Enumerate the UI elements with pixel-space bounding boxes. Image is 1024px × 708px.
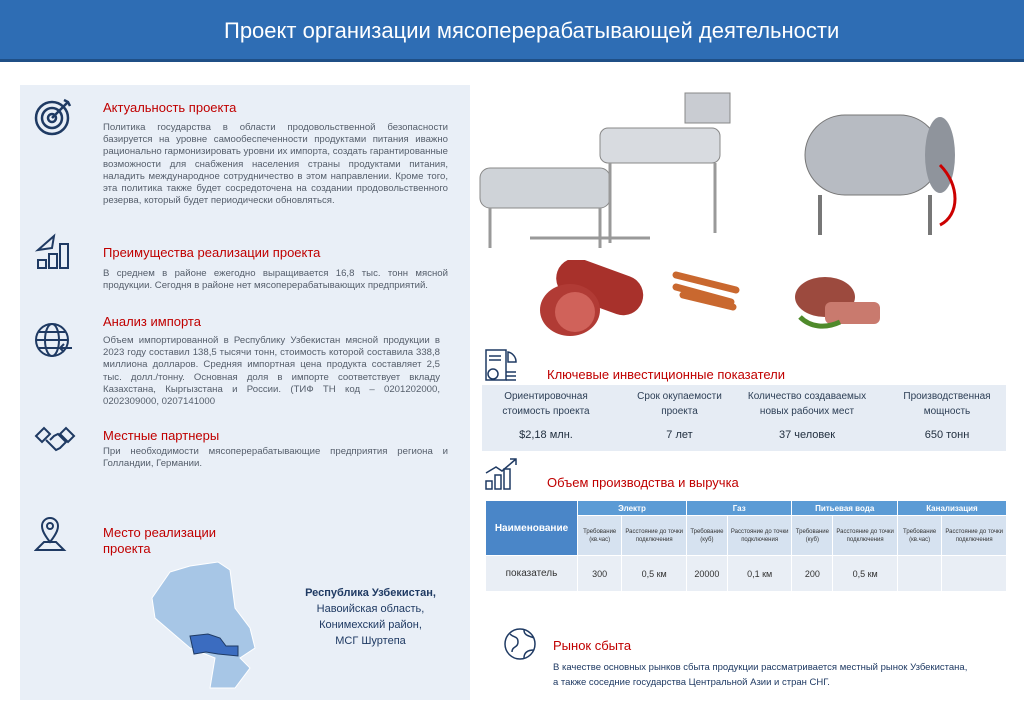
map-pin-icon — [34, 516, 76, 558]
advantages-text: В среднем в районе ежегодно выращивается 16,8 тыс. тонн мясной продукции. Сегодня в районе нет мясоперерабатывающих предприятий. — [103, 268, 448, 292]
processing-line-image — [470, 88, 770, 258]
sub-header: Расстояние до точки подключения — [622, 516, 687, 556]
partners-heading: Местные партнеры — [103, 428, 220, 443]
sub-header: Требование (куб) — [792, 516, 833, 556]
kpi-panel — [482, 385, 1006, 451]
sub-header: Требование (кв.час) — [897, 516, 941, 556]
kpi-heading: Ключевые инвестиционные показатели — [547, 367, 786, 382]
handshake-icon — [34, 420, 76, 462]
group-header: Канализация — [897, 501, 1006, 516]
sub-header: Расстояние до точки подключения — [727, 516, 792, 556]
growth-chart-icon — [484, 455, 520, 491]
globe-icon — [502, 626, 538, 662]
advantages-heading: Преимущества реализации проекта — [103, 245, 321, 260]
target-icon — [32, 96, 74, 138]
location-heading: Место реализации проекта — [103, 525, 217, 556]
group-header: Электр — [578, 501, 687, 516]
imports-text: Объем импортированной в Республику Узбекистан мясной продукции в 2023 году составил 138,5 тысячи тонн, стоимость которой составила 338,8 миллиона долларов. Средняя импортная цена продукта составляет 2,5 тыс. долл./тонну. Основная доля в импорте соответствует вкладу Казахстана, Кыргызстана и России. (ТИФ ТН код – 0201202000, 0202309000, 0207141000 — [103, 335, 440, 408]
relevance-text: Политика государства в области продовольственной безопасности базируется на уровне самообеспеченности продуктами питания иважно рационально гармонизировать уровни их импорта, создать гарантированные возможности для снабжения населения страны продуктами питания, наладить международное сотрудничество в этом направлении. Кроме того, эта политика также будет сосредоточена на создании продовольственного резерва, который будет периодически обновляться. — [103, 122, 448, 207]
production-heading: Объем производства и выручка — [547, 475, 739, 490]
cell: 300 — [578, 556, 622, 592]
cell — [897, 556, 941, 592]
location-district: Конимехский район, — [319, 619, 422, 631]
partners-text: При необходимости мясоперерабатывающие предприятия региона и Голландии, Германии. — [103, 446, 448, 470]
vacuum-tumbler-image — [790, 105, 970, 245]
cell: 0,5 км — [622, 556, 687, 592]
location-village: МСГ Шуртепа — [335, 635, 406, 647]
globe-import-icon — [32, 320, 74, 362]
row-label: показатель — [486, 556, 578, 592]
kpi-value: 37 человек — [778, 429, 836, 441]
cell — [942, 556, 1007, 592]
cell: 20000 — [686, 556, 727, 592]
ham-image — [790, 272, 890, 337]
group-header: Газ — [686, 501, 791, 516]
kpi-label: Производственная мощность — [903, 391, 991, 417]
rocket-chart-icon — [34, 232, 76, 274]
report-chart-icon — [484, 348, 518, 384]
market-text: В качестве основных рынков сбыта продукции рассматривается местный рынок Узбекистана, а также соседние государства Центральной Азии и стран СНГ. — [553, 662, 968, 688]
kpi-label: Количество создаваемых новых рабочих мест — [747, 391, 867, 417]
sub-header: Требование (куб) — [686, 516, 727, 556]
page-title: Проект организации мясоперерабатывающей деятельности — [224, 18, 840, 43]
sub-header: Расстояние до точки подключения — [833, 516, 898, 556]
location-region: Навоийская область, — [316, 603, 425, 615]
cell: 0,5 км — [833, 556, 898, 592]
relevance-heading: Актуальность проекта — [103, 100, 237, 115]
kpi-value: $2,18 млн. — [519, 429, 573, 441]
sub-header: Требование (кв.час) — [578, 516, 622, 556]
sausage-image — [525, 260, 645, 340]
kpi-value: 7 лет — [666, 429, 693, 441]
name-header: Наименование — [486, 501, 578, 556]
kpi-label: Ориентировочная стоимость проекта — [502, 391, 590, 417]
table-row — [486, 556, 1007, 592]
region-map — [150, 558, 265, 693]
group-header: Питьевая вода — [792, 501, 897, 516]
sub-header: Расстояние до точки подключения — [942, 516, 1007, 556]
header-bar — [0, 0, 1024, 62]
market-heading: Рынок сбыта — [553, 638, 632, 653]
imports-heading: Анализ импорта — [103, 314, 201, 329]
kpi-label: Срок окупаемости проекта — [637, 391, 722, 417]
location-address — [283, 585, 458, 649]
cell: 0,1 км — [727, 556, 792, 592]
utilities-table — [485, 500, 1007, 592]
cell: 200 — [792, 556, 833, 592]
location-country: Республика Узбекистан, — [305, 587, 436, 599]
sausages-image — [668, 265, 748, 315]
kpi-value: 650 тонн — [924, 429, 970, 441]
